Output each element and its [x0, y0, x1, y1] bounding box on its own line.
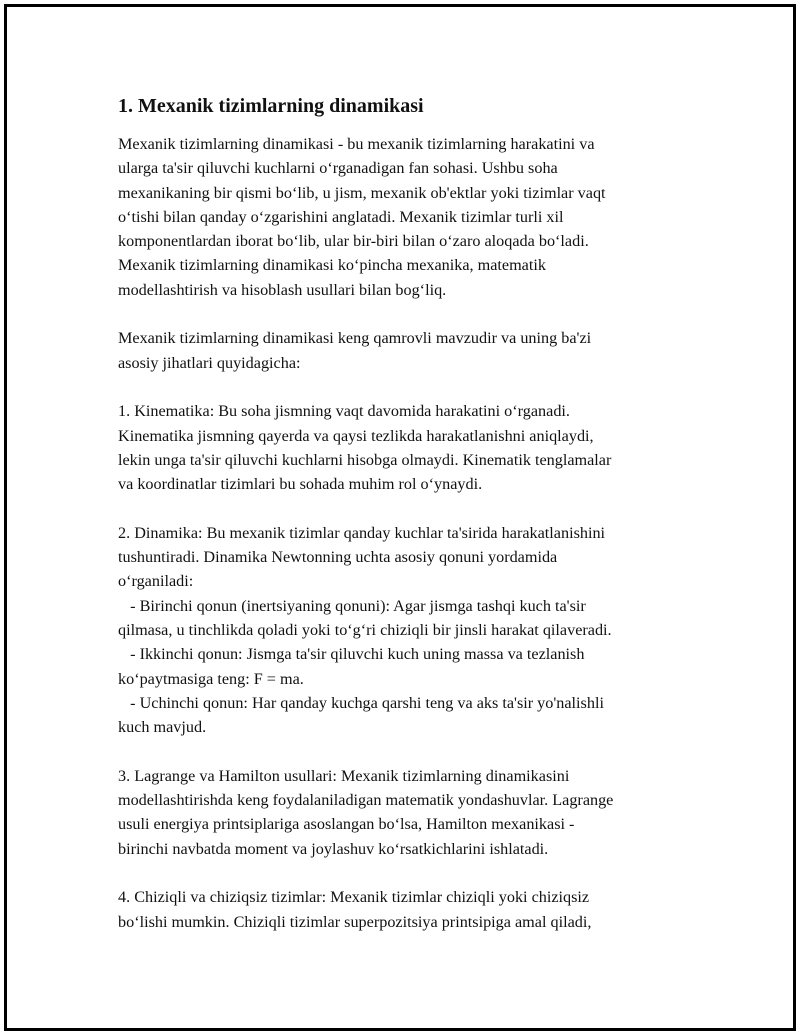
- text-line: 1. Kinematika: Bu soha jismning vaqt davomida harakatini o‘rganadi.: [118, 402, 570, 421]
- text-line: qilmasa, u tinchlikda qoladi yoki to‘g‘ri chiziqli bir jinsli harakat qilaveradi.: [118, 620, 612, 639]
- paragraph: [118, 399, 698, 496]
- paragraph: [118, 764, 698, 861]
- text-line: mexanikaning bir qismi bo‘lib, u jism, mexanik ob'ektlar yoki tizimlar vaqt: [118, 183, 606, 202]
- paragraph: [118, 326, 698, 375]
- text-line: kuch mavjud.: [118, 718, 207, 737]
- text-line: - Ikkinchi qonun: Jismga ta'sir qiluvchi kuch uning massa va tezlanish: [118, 645, 585, 664]
- text-line: bo‘lishi mumkin. Chiziqli tizimlar superpozitsiya printsipiga amal qiladi,: [118, 912, 592, 931]
- text-line: tushuntiradi. Dinamika Newtonning uchta asosiy qonuni yordamida: [118, 548, 558, 567]
- text-line: o‘rganiladi:: [118, 572, 194, 591]
- paragraph: [118, 521, 698, 740]
- text-line: lekin unga ta'sir qiluvchi kuchlarni hisobga olmaydi. Kinematik tenglamalar: [118, 450, 612, 469]
- paragraph-container: [118, 132, 698, 934]
- paragraph: [118, 885, 698, 934]
- text-line: asosiy jihatlari quyidagicha:: [118, 353, 301, 372]
- text-line: modellashtirishda keng foydalaniladigan matematik yondashuvlar. Lagrange: [118, 791, 614, 810]
- document-body: [118, 92, 698, 958]
- text-line: ularga ta'sir qiluvchi kuchlarni o‘rganadigan fan sohasi. Ushbu soha: [118, 159, 558, 178]
- text-line: va koordinatlar tizimlari bu sohada muhim rol o‘ynaydi.: [118, 475, 483, 494]
- text-line: - Birinchi qonun (inertsiyaning qonuni): Agar jismga tashqi kuch ta'sir: [118, 596, 586, 615]
- text-line: o‘tishi bilan qanday o‘zgarishini anglatadi. Mexanik tizimlar turli xil: [118, 207, 564, 226]
- text-line: 4. Chiziqli va chiziqsiz tizimlar: Mexanik tizimlar chiziqli yoki chiziqsiz: [118, 888, 590, 907]
- paragraph: [118, 132, 698, 302]
- text-line: Mexanik tizimlarning dinamikasi keng qamrovli mavzudir va uning ba'zi: [118, 329, 592, 348]
- text-line: Mexanik tizimlarning dinamikasi - bu mexanik tizimlarning harakatini va: [118, 135, 595, 153]
- text-line: birinchi navbatda moment va joylashuv ko‘rsatkichlarini ishlatadi.: [118, 839, 549, 858]
- text-line: Kinematika jismning qayerda va qaysi tezlikda harakatlanishni aniqlaydi,: [118, 426, 594, 445]
- text-line: Mexanik tizimlarning dinamikasi ko‘pincha mexanika, matematik: [118, 256, 546, 275]
- text-line: ko‘paytmasiga teng: F = ma.: [118, 669, 304, 688]
- text-line: 3. Lagrange va Hamilton usullari: Mexanik tizimlarning dinamikasini: [118, 766, 570, 785]
- section-heading: 1. Mexanik tizimlarning dinamikasi: [118, 95, 424, 117]
- text-line: 2. Dinamika: Bu mexanik tizimlar qanday kuchlar ta'sirida harakatlanishini: [118, 523, 606, 542]
- text-line: komponentlardan iborat bo‘lib, ular bir-biri bilan o‘zaro aloqada bo‘ladi.: [118, 232, 589, 251]
- text-line: modellashtirish va hisoblash usullari bilan bog‘liq.: [118, 280, 447, 299]
- text-line: - Uchinchi qonun: Har qanday kuchga qarshi teng va aks ta'sir yo'nalishli: [118, 693, 604, 712]
- text-line: usuli energiya printsiplariga asoslangan bo‘lsa, Hamilton mexanikasi -: [118, 815, 575, 834]
